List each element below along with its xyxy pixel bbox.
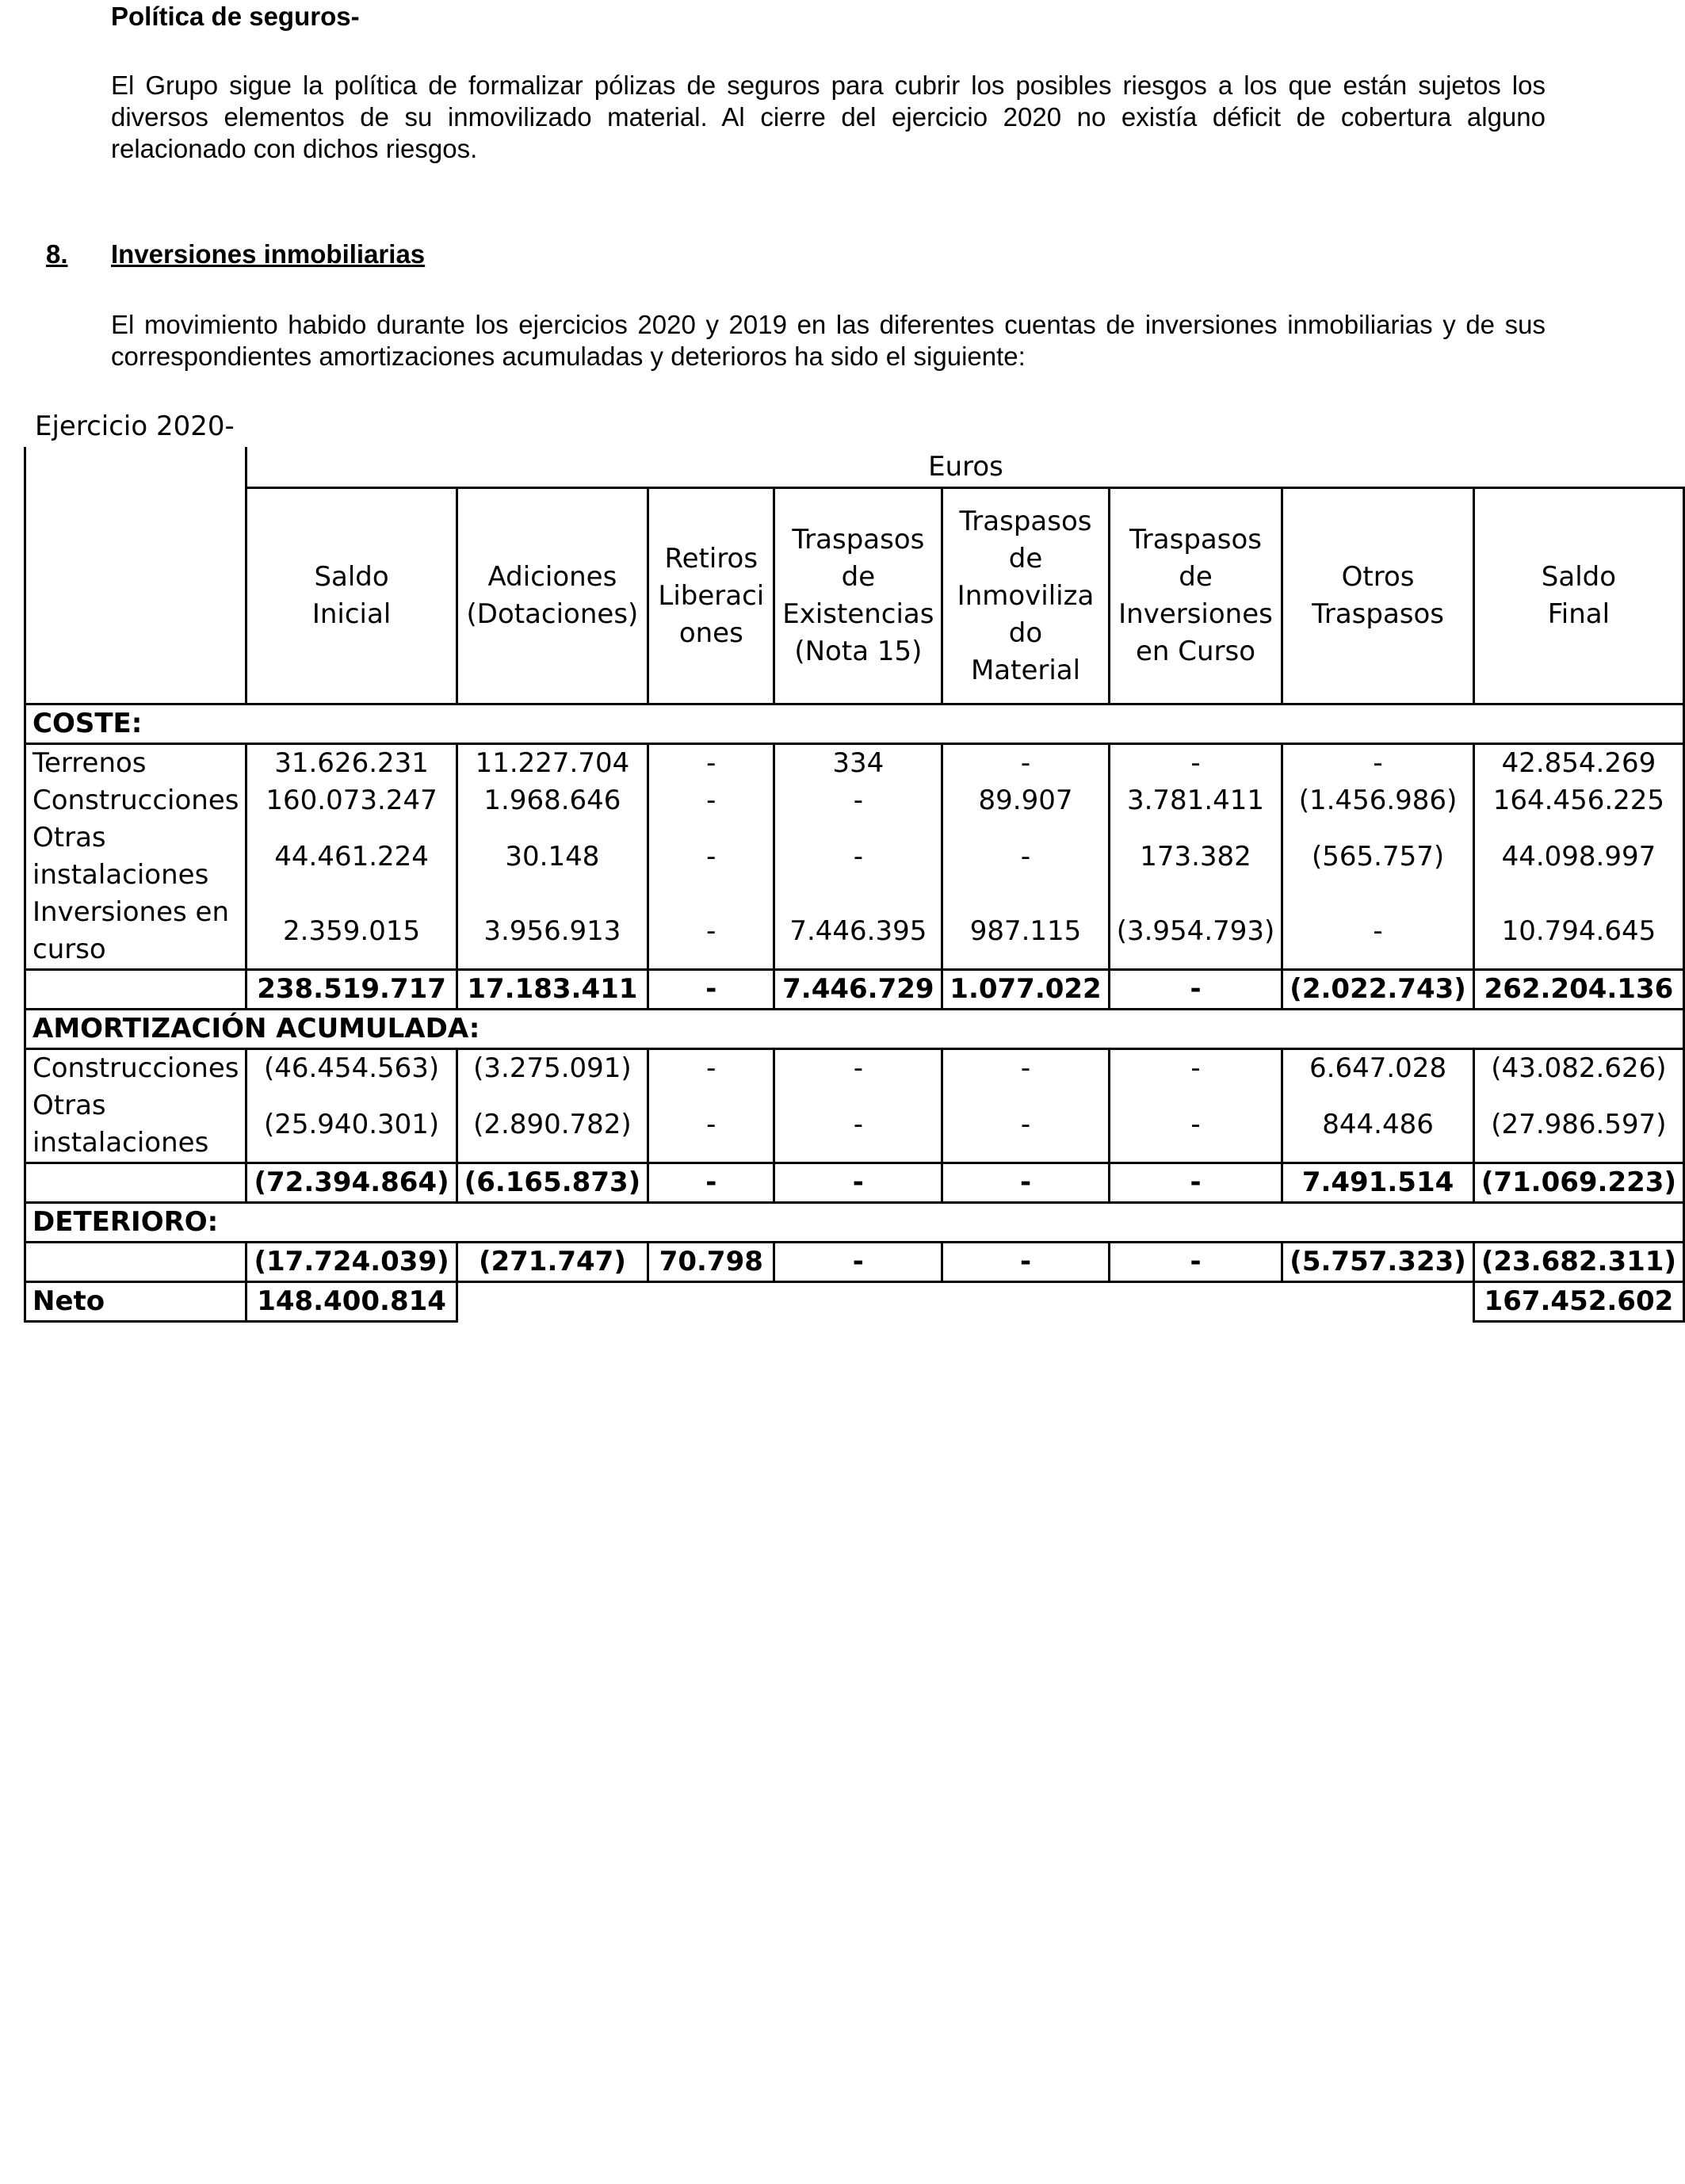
value-cell: 262.204.136 — [1473, 970, 1683, 1010]
policy-paragraph: El Grupo sigue la política de formalizar pólizas de seguros para cubrir los posibles riesgos a los que están sujetos los diversos elementos de su inmovilizado material. Al cierre del ejercicio 2020 no existía déficit de cobertura alguno relacionado con dichos riesgos. — [111, 71, 1546, 163]
value-cell: 17.183.411 — [457, 970, 648, 1010]
value-cell: (3.954.793) — [1109, 894, 1282, 970]
total-row — [25, 1243, 1684, 1282]
value-cell: 10.794.645 — [1473, 894, 1683, 970]
data-row — [25, 894, 1684, 970]
column-header-line: Retiros — [664, 542, 758, 575]
value-cell: - — [942, 819, 1109, 894]
section-paragraph: El movimiento habido durante los ejercicios 2020 y 2019 en las diferentes cuentas de inversiones inmobiliarias y de sus correspondientes amortizaciones acumuladas y deterioros ha sido el siguiente: — [111, 310, 1546, 371]
value-cell: - — [774, 1163, 942, 1203]
column-header-line: Traspasos — [792, 524, 925, 556]
value-cell: (1.456.986) — [1282, 782, 1474, 819]
deterioro-body — [25, 1203, 1684, 1282]
value-cell: (27.986.597) — [1473, 1087, 1683, 1163]
units-label: Euros — [246, 447, 1684, 488]
data-row — [25, 819, 1684, 894]
value-cell: (3.275.091) — [457, 1049, 648, 1088]
coste-body — [25, 744, 1684, 1010]
value-cell: - — [648, 1049, 774, 1088]
deterioro-title: DETERIORO: — [25, 1203, 1684, 1243]
value-cell: 173.382 — [1109, 819, 1282, 894]
section-title: Inversiones inmobiliarias — [111, 239, 426, 269]
neto-blank — [457, 1282, 1473, 1322]
row-label — [25, 1243, 246, 1282]
column-header-line: Saldo — [1541, 561, 1617, 593]
value-cell: 2.359.015 — [246, 894, 457, 970]
value-cell: - — [774, 819, 942, 894]
value-cell: - — [942, 1049, 1109, 1088]
value-cell: - — [774, 1243, 942, 1282]
value-cell: - — [942, 1243, 1109, 1282]
header-corner-cell — [25, 447, 246, 704]
value-cell: (46.454.563) — [246, 1049, 457, 1088]
row-label: Terrenos — [25, 744, 246, 783]
column-header-line: Final — [1547, 598, 1610, 630]
column-header-line: Otros — [1341, 561, 1415, 593]
value-cell: - — [942, 744, 1109, 783]
value-cell: - — [1109, 744, 1282, 783]
column-header — [246, 488, 457, 704]
amortizacion-title: AMORTIZACIÓN ACUMULADA: — [25, 1010, 1684, 1049]
row-label — [25, 1163, 246, 1203]
neto-saldo-final: 167.452.602 — [1473, 1282, 1683, 1322]
value-cell: - — [942, 1163, 1109, 1203]
value-cell: - — [648, 894, 774, 970]
column-header-line: Adiciones — [487, 561, 617, 593]
value-cell: - — [942, 1087, 1109, 1163]
data-row — [25, 1087, 1684, 1163]
deterioro-title-row — [25, 1203, 1684, 1243]
column-header-line: Material — [970, 654, 1081, 686]
column-header-line: Traspasos — [1312, 598, 1445, 630]
column-header — [1109, 488, 1282, 704]
row-label: Inversiones en curso — [25, 894, 246, 970]
column-header — [942, 488, 1109, 704]
amortizacion-body — [25, 1010, 1684, 1203]
value-cell: 160.073.247 — [246, 782, 457, 819]
value-cell: - — [774, 1049, 942, 1088]
value-cell: - — [648, 970, 774, 1010]
column-header-line: ones — [678, 617, 743, 649]
value-cell: - — [648, 1087, 774, 1163]
neto-label: Neto — [25, 1282, 246, 1322]
value-cell: - — [1109, 1087, 1282, 1163]
value-cell: - — [1109, 1049, 1282, 1088]
value-cell: - — [1282, 744, 1474, 783]
coste-title-row — [25, 704, 1684, 744]
value-cell: - — [648, 1163, 774, 1203]
column-header-line: de — [841, 561, 876, 593]
row-label: Otras instalaciones — [25, 1087, 246, 1163]
value-cell: (2.022.743) — [1282, 970, 1474, 1010]
value-cell: 30.148 — [457, 819, 648, 894]
column-header-line: Inversiones — [1118, 598, 1273, 630]
value-cell: 844.486 — [1282, 1087, 1474, 1163]
value-cell: 70.798 — [648, 1243, 774, 1282]
value-cell: (6.165.873) — [457, 1163, 648, 1203]
value-cell: (5.757.323) — [1282, 1243, 1474, 1282]
column-header — [774, 488, 942, 704]
column-header — [648, 488, 774, 704]
value-cell: 987.115 — [942, 894, 1109, 970]
data-row — [25, 1049, 1684, 1088]
column-header — [1282, 488, 1474, 704]
row-label — [25, 970, 246, 1010]
value-cell: (17.724.039) — [246, 1243, 457, 1282]
value-cell: 3.781.411 — [1109, 782, 1282, 819]
data-row — [25, 782, 1684, 819]
value-cell: - — [774, 782, 942, 819]
value-cell: (23.682.311) — [1473, 1243, 1683, 1282]
column-header-line: Liberaci — [658, 579, 765, 612]
value-cell: 44.461.224 — [246, 819, 457, 894]
section-heading — [46, 239, 425, 269]
total-row — [25, 970, 1684, 1010]
value-cell: (271.747) — [457, 1243, 648, 1282]
value-cell: 7.491.514 — [1282, 1163, 1474, 1203]
column-header-line: (Dotaciones) — [466, 598, 639, 630]
value-cell: - — [1109, 970, 1282, 1010]
column-header-line: do — [1008, 617, 1043, 649]
value-cell: - — [648, 744, 774, 783]
data-row — [25, 744, 1684, 783]
value-cell: (2.890.782) — [457, 1087, 648, 1163]
value-cell: (71.069.223) — [1473, 1163, 1683, 1203]
value-cell: - — [648, 782, 774, 819]
value-cell: - — [1109, 1243, 1282, 1282]
column-header-line: Traspasos — [959, 505, 1092, 537]
value-cell: - — [774, 1087, 942, 1163]
value-cell: 1.077.022 — [942, 970, 1109, 1010]
total-row — [25, 1163, 1684, 1203]
column-header — [457, 488, 648, 704]
value-cell: 238.519.717 — [246, 970, 457, 1010]
column-header-line: de — [1179, 561, 1213, 593]
column-header — [1473, 488, 1683, 704]
row-label: Construcciones — [25, 1049, 246, 1088]
value-cell: 44.098.997 — [1473, 819, 1683, 894]
value-cell: 1.968.646 — [457, 782, 648, 819]
value-cell: 3.956.913 — [457, 894, 648, 970]
value-cell: 7.446.729 — [774, 970, 942, 1010]
value-cell: 164.456.225 — [1473, 782, 1683, 819]
value-cell: 89.907 — [942, 782, 1109, 819]
neto-row — [25, 1282, 1684, 1322]
row-label: Construcciones — [25, 782, 246, 819]
value-cell: (565.757) — [1282, 819, 1474, 894]
value-cell: 11.227.704 — [457, 744, 648, 783]
value-cell: (43.082.626) — [1473, 1049, 1683, 1088]
column-header-line: en Curso — [1135, 636, 1256, 667]
value-cell: (25.940.301) — [246, 1087, 457, 1163]
value-cell: - — [1109, 1163, 1282, 1203]
value-cell: 334 — [774, 744, 942, 783]
column-header-line: (Nota 15) — [794, 636, 923, 667]
investment-movement-table — [24, 447, 1685, 1323]
value-cell: 6.647.028 — [1282, 1049, 1474, 1088]
value-cell: - — [648, 819, 774, 894]
value-cell: 7.446.395 — [774, 894, 942, 970]
column-header-row — [25, 488, 1684, 704]
units-row — [25, 447, 1684, 488]
column-header-line: Inmoviliza — [957, 579, 1095, 612]
value-cell: (72.394.864) — [246, 1163, 457, 1203]
value-cell: 31.626.231 — [246, 744, 457, 783]
neto-saldo-inicial: 148.400.814 — [246, 1282, 457, 1322]
column-header-line: Saldo — [314, 561, 389, 593]
exercise-label: Ejercicio 2020- — [35, 410, 235, 442]
column-header-line: Inicial — [311, 598, 392, 630]
coste-title: COSTE: — [25, 704, 1684, 744]
column-header-line: Traspasos — [1129, 524, 1262, 556]
section-number: 8. — [46, 239, 68, 269]
value-cell: - — [1282, 894, 1474, 970]
column-header-line: Existencias — [782, 598, 934, 630]
value-cell: 42.854.269 — [1473, 744, 1683, 783]
amortizacion-title-row — [25, 1010, 1684, 1049]
row-label: Otras instalaciones — [25, 819, 246, 894]
column-header-line: de — [1008, 542, 1043, 575]
policy-heading: Política de seguros- — [111, 2, 360, 31]
